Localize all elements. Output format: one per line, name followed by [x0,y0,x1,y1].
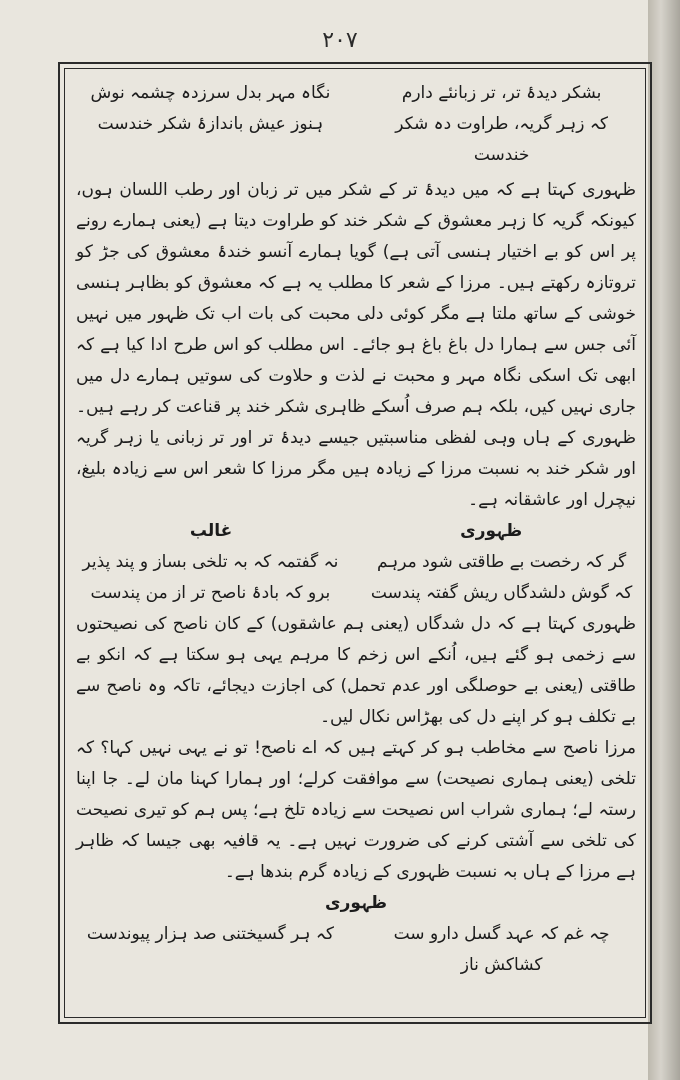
verse-hemistich: کہ گوش دلشدگاں ریش گفتہ پندست [370,583,633,603]
commentary-paragraph: ظہوری کے ہاں وہی لفظی مناسبتیں جیسے دیدۂ تر اور تر زبانی یا زہر گریہ اور شکر خند بہ نسبت مرزا کے زیادہ ہیں مگر مرزا کا شعر اس سے زیادہ بلیغ، نیچرل اور عاشقانہ ہے۔ [76,428,636,510]
heading-zahoori: ظہوری [460,521,523,541]
page-text [76,78,636,1008]
verse-hemistich: ہنوز عیش باندازۂ شکر خندست [97,114,324,134]
verse-hemistich: نگاہ مہر بدل سرزدہ چشمہ نوش [90,83,331,103]
verse-hemistich: کہ ہر گسیختنی صد ہزار پیوندست [86,924,334,944]
heading-zahoori-2: ظہوری [325,893,387,913]
commentary-paragraph: ظہوری کہتا ہے کہ میں دیدۂ تر کے شکر میں تر زبان اور رطب اللسان ہوں، کیونکہ گریہ کا زہر معشوق کے شکر خند کو طراوت دیتا ہے (یعنی ہمارے رونے پر اس کو بے اختیار ہنسی آتی ہے) گویا ہمارے آنسو خندۂ معشوق کی جڑ کو تروتازہ رکھتے ہیں۔ مرزا کے شعر کا مطلب یہ ہے کہ معشوق کو بظاہر ہنسی خوشی کے ساتھ ملتا ہے مگر کوئی دلی محبت کی بات اب تک ظہور میں نہیں آئی جس سے ہمارا دل باغ باغ ہو جائے۔ اس مطلب کو اس طرح ادا کیا ہے کہ ابھی تک اسکی نگاہ مہر و محبت نے لذت و حلاوت کی سوتیں ہمارے دل میں جاری نہیں کیں، بلکہ ہم صرف اُسکے ظاہری شکر خند پر قناعت کر رہے ہیں۔ [76,180,636,417]
verse-hemistich: کہ زہر گریہ، طراوت دہ شکر خندست [395,114,608,165]
verse-hemistich: بشکر دیدۂ تر، تر زبانئے دارم [401,83,602,103]
commentary-paragraph: مرزا ناصح سے مخاطب ہو کر کہتے ہیں کہ اے ناصح! تو نے یہی نہیں کہا؟ کہ تلخی (یعنی ہماری نصیحت) سے موافقت کرلے؛ اور ہمارا کہنا مان لے۔ جا اپنا رستہ لے؛ ہماری شراب اس نصیحت سے زیادہ تلخ ہے؛ پس ہم کو تیری نصیحت کی تلخی سے آشتی کرنے کی ضرورت نہیں ہے۔ یہ قافیہ بھی جیسا کہ ظاہر ہے مرزا کے ہاں بہ نسبت ظہوری کے زیادہ گرم بندھا ہے۔ [76,738,636,882]
verse-line [76,919,636,981]
verse-line [76,78,636,109]
verse-line [76,578,636,609]
verse-hemistich: برو کہ بادۂ ناصح تر از من پندست [90,583,331,603]
heading-ghalib: غالب [189,521,233,541]
page-number: ۲۰۷ [322,28,358,53]
verse-line [76,109,636,171]
verse-hemistich: چہ غم کہ عہد گسل دارو ست کشاکش ناز [393,924,610,975]
commentary-paragraph: ظہوری کہتا ہے کہ دل شدگاں (یعنی ہم عاشقوں) کے کان ناصح کی نصیحتوں سے زخمی ہو گئے ہیں، اُنکے اس زخم کا مرہم یہی ہو سکتا ہے کہ انکو بے طاقتی (یعنی بے حوصلگی اور عدم تحمل) کی اجازت دیجائے، تاکہ وہ ناصح سے بے تکلف ہو کر اپنے دل کی بھڑاس نکال لیں۔ [76,614,636,727]
verse-line [76,547,636,578]
verse-hemistich: گر کہ رخصت بے طاقتی شود مرہم [376,552,627,572]
page-edge [648,0,680,1080]
poet-headings [76,516,636,547]
verse-hemistich: نہ گفتمہ کہ بہ تلخی بساز و پند پذیر [82,552,339,572]
